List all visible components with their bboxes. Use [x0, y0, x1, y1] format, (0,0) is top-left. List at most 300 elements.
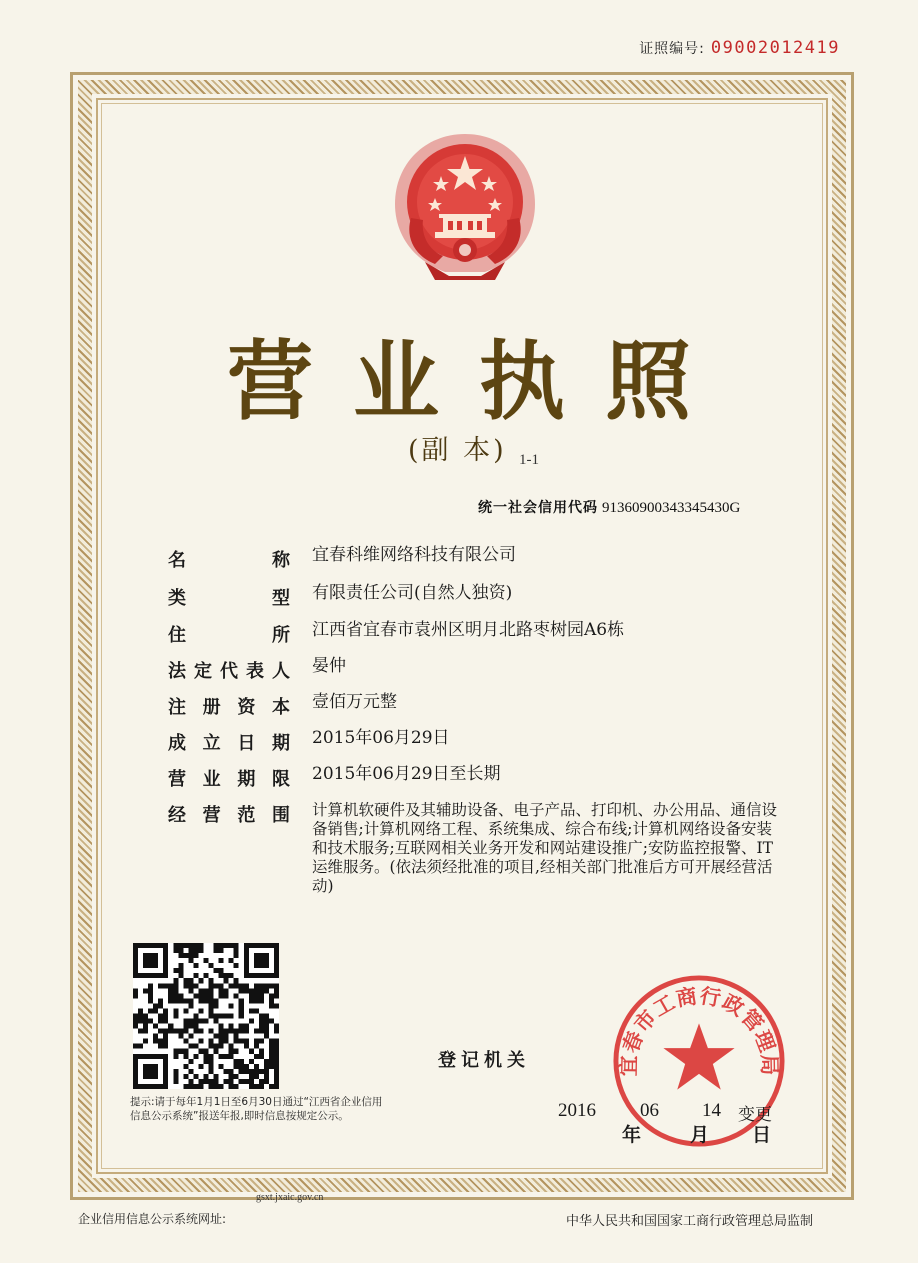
- month-unit: 月: [690, 1124, 710, 1146]
- qr-module: [183, 1019, 188, 1024]
- qr-module: [183, 1029, 188, 1034]
- qr-module: [163, 1079, 168, 1084]
- qr-module: [254, 1008, 259, 1013]
- qr-module: [234, 983, 239, 988]
- qr-module: [219, 1054, 224, 1059]
- qr-module: [173, 1054, 178, 1059]
- qr-module: [158, 998, 163, 1003]
- qr-module: [239, 998, 244, 1003]
- qr-module: [269, 993, 274, 998]
- qr-module: [214, 1013, 219, 1018]
- qr-module: [209, 993, 214, 998]
- qr-module: [173, 993, 178, 998]
- qr-module: [178, 1049, 183, 1054]
- qr-module: [264, 958, 269, 963]
- qr-module: [234, 1084, 239, 1089]
- qr-module: [229, 1054, 234, 1059]
- qr-module: [153, 1064, 158, 1069]
- qr-module: [209, 1084, 214, 1089]
- qr-module: [259, 1029, 264, 1034]
- qr-module: [239, 988, 244, 993]
- qr-module: [254, 1054, 259, 1059]
- qr-module: [193, 1013, 198, 1018]
- qr-module: [259, 1049, 264, 1054]
- qr-module: [163, 1044, 168, 1049]
- qr-module: [163, 1064, 168, 1069]
- qr-module: [254, 983, 259, 988]
- qr-module: [259, 1069, 264, 1074]
- qr-module: [168, 983, 173, 988]
- qr-module: [143, 953, 148, 958]
- qr-module: [229, 1084, 234, 1089]
- qr-module: [193, 993, 198, 998]
- qr-module: [254, 993, 259, 998]
- qr-module: [239, 1059, 244, 1064]
- qr-module: [229, 958, 234, 963]
- qr-module: [219, 993, 224, 998]
- qr-module: [153, 1008, 158, 1013]
- qr-module: [193, 1019, 198, 1024]
- qr-module: [244, 948, 249, 953]
- qr-module: [198, 1039, 203, 1044]
- qr-module: [168, 993, 173, 998]
- qr-module: [274, 1084, 279, 1089]
- qr-module: [188, 1044, 193, 1049]
- qr-module: [209, 983, 214, 988]
- qr-module: [249, 1074, 254, 1079]
- qr-module: [198, 943, 203, 948]
- qr-module: [229, 943, 234, 948]
- website-url: gsxt.jxaic.gov.cn: [256, 1192, 324, 1203]
- qr-module: [264, 983, 269, 988]
- qr-module: [183, 1049, 188, 1054]
- qr-module: [163, 1008, 168, 1013]
- field-value: 宜春科维网络科技有限公司: [312, 545, 516, 565]
- qr-module: [173, 1049, 178, 1054]
- qr-module: [133, 1019, 138, 1024]
- qr-module: [133, 1074, 138, 1079]
- qr-module: [244, 983, 249, 988]
- qr-module: [193, 1044, 198, 1049]
- qr-module: [234, 1074, 239, 1079]
- qr-module: [264, 1024, 269, 1029]
- qr-module: [269, 1044, 274, 1049]
- qr-module: [259, 1084, 264, 1089]
- qr-module: [244, 1069, 249, 1074]
- qr-module: [143, 1084, 148, 1089]
- qr-module: [269, 943, 274, 948]
- qr-module: [214, 1003, 219, 1008]
- qr-module: [198, 978, 203, 983]
- qr-module: [183, 943, 188, 948]
- qr-module: [209, 1013, 214, 1018]
- qr-module: [133, 968, 138, 973]
- qr-module: [209, 1039, 214, 1044]
- qr-module: [193, 983, 198, 988]
- qr-module: [178, 973, 183, 978]
- qr-module: [224, 943, 229, 948]
- qr-module: [143, 1029, 148, 1034]
- qr-module: [143, 943, 148, 948]
- qr-module: [133, 953, 138, 958]
- qr-module: [168, 998, 173, 1003]
- qr-module: [188, 988, 193, 993]
- qr-module: [193, 973, 198, 978]
- qr-module: [214, 1079, 219, 1084]
- qr-module: [254, 963, 259, 968]
- qr-module: [239, 1013, 244, 1018]
- qr-module: [183, 953, 188, 958]
- qr-module: [133, 1059, 138, 1064]
- qr-module: [229, 983, 234, 988]
- qr-module: [244, 1039, 249, 1044]
- qr-module: [244, 973, 249, 978]
- qr-module: [254, 973, 259, 978]
- qr-module: [138, 1019, 143, 1024]
- qr-module: [264, 1079, 269, 1084]
- qr-module: [229, 1003, 234, 1008]
- qr-module: [148, 1008, 153, 1013]
- qr-module: [214, 1084, 219, 1089]
- qr-module: [224, 1039, 229, 1044]
- qr-module: [259, 993, 264, 998]
- qr-module: [264, 1013, 269, 1018]
- qr-module: [269, 1049, 274, 1054]
- qr-module: [239, 1039, 244, 1044]
- qr-module: [269, 1054, 274, 1059]
- qr-module: [249, 1079, 254, 1084]
- qr-module: [188, 948, 193, 953]
- qr-module: [234, 1039, 239, 1044]
- qr-module: [143, 963, 148, 968]
- field-value: 有限责任公司(自然人独资): [312, 583, 513, 603]
- qr-module: [178, 998, 183, 1003]
- qr-module: [259, 1024, 264, 1029]
- qr-module: [219, 988, 224, 993]
- qr-module: [229, 1079, 234, 1084]
- qr-module: [259, 1039, 264, 1044]
- qr-module: [244, 1079, 249, 1084]
- qr-module: [229, 1074, 234, 1079]
- qr-module: [148, 983, 153, 988]
- qr-module: [163, 1019, 168, 1024]
- qr-module: [254, 943, 259, 948]
- qr-module: [183, 998, 188, 1003]
- qr-module: [274, 1029, 279, 1034]
- qr-module: [153, 1034, 158, 1039]
- qr-module: [163, 983, 168, 988]
- qr-module: [148, 1054, 153, 1059]
- qr-module: [188, 958, 193, 963]
- qr-module: [183, 1008, 188, 1013]
- qr-module: [153, 953, 158, 958]
- qr-module: [198, 1019, 203, 1024]
- qr-module: [178, 993, 183, 998]
- qr-module: [173, 998, 178, 1003]
- qr-module: [163, 943, 168, 948]
- qr-module: [234, 943, 239, 948]
- qr-module: [203, 998, 208, 1003]
- field-label: 法 定 代 表 人: [168, 661, 290, 682]
- qr-module: [193, 1029, 198, 1034]
- qr-module: [148, 953, 153, 958]
- qr-module: [239, 1029, 244, 1034]
- field-value: 晏仲: [312, 656, 346, 676]
- qr-module: [239, 1024, 244, 1029]
- qr-module: [198, 998, 203, 1003]
- qr-module: [203, 958, 208, 963]
- year-unit: 年: [622, 1124, 642, 1146]
- qr-module: [274, 1079, 279, 1084]
- qr-module: [178, 1034, 183, 1039]
- qr-module: [274, 948, 279, 953]
- qr-module: [264, 1034, 269, 1039]
- qr-module: [224, 988, 229, 993]
- qr-module: [274, 1024, 279, 1029]
- qr-module: [173, 1079, 178, 1084]
- qr-module: [143, 1024, 148, 1029]
- qr-module: [239, 1069, 244, 1074]
- qr-module: [259, 953, 264, 958]
- qr-module: [249, 998, 254, 1003]
- qr-module: [138, 1044, 143, 1049]
- qr-module: [264, 963, 269, 968]
- qr-module: [148, 973, 153, 978]
- qr-module: [143, 1019, 148, 1024]
- qr-module: [219, 968, 224, 973]
- copy-number: 1-1: [519, 452, 539, 468]
- qr-module: [193, 943, 198, 948]
- qr-module: [188, 1034, 193, 1039]
- qr-module: [188, 1003, 193, 1008]
- qr-module: [198, 1079, 203, 1084]
- qr-module: [259, 1013, 264, 1018]
- qr-module: [209, 1044, 214, 1049]
- qr-module: [269, 983, 274, 988]
- registration-authority: 登记机关: [438, 1050, 530, 1071]
- qr-module: [173, 1074, 178, 1079]
- qr-module: [269, 1019, 274, 1024]
- qr-module: [158, 1003, 163, 1008]
- qr-module: [133, 1024, 138, 1029]
- document-title: 营业执照: [227, 331, 731, 432]
- qr-module: [274, 993, 279, 998]
- qr-module: [153, 1069, 158, 1074]
- qr-module: [198, 1084, 203, 1089]
- qr-module: [148, 963, 153, 968]
- qr-module: [254, 988, 259, 993]
- qr-module: [173, 948, 178, 953]
- qr-module: [219, 958, 224, 963]
- qr-module: [133, 993, 138, 998]
- qr-module: [148, 993, 153, 998]
- qr-module: [153, 1003, 158, 1008]
- qr-module: [269, 1059, 274, 1064]
- qr-module: [198, 1029, 203, 1034]
- qr-module: [274, 1069, 279, 1074]
- qr-module: [153, 1084, 158, 1089]
- qr-module: [188, 1059, 193, 1064]
- qr-module: [274, 968, 279, 973]
- qr-module: [168, 1029, 173, 1034]
- qr-module: [133, 1084, 138, 1089]
- qr-module: [138, 1029, 143, 1034]
- qr-module: [133, 958, 138, 963]
- qr-module: [224, 1054, 229, 1059]
- qr-module: [163, 973, 168, 978]
- qr-module: [229, 1029, 234, 1034]
- qr-module: [158, 983, 163, 988]
- qr-module: [274, 1059, 279, 1064]
- qr-module: [274, 943, 279, 948]
- qr-module: [219, 948, 224, 953]
- qr-module: [188, 1019, 193, 1024]
- qr-module: [183, 1084, 188, 1089]
- qr-module: [193, 1084, 198, 1089]
- qr-module: [158, 943, 163, 948]
- qr-module: [209, 1064, 214, 1069]
- qr-module: [153, 963, 158, 968]
- qr-module: [254, 1084, 259, 1089]
- field-label: 注 册 资 本: [168, 697, 290, 718]
- document-subtitle: (副 本): [408, 435, 507, 466]
- qr-module: [244, 968, 249, 973]
- qr-module: [219, 1029, 224, 1034]
- qr-module: [203, 1049, 208, 1054]
- change-note: 变更: [738, 1105, 772, 1125]
- certificate-number: [639, 38, 840, 58]
- qr-module: [193, 1024, 198, 1029]
- field-label: 经 营 范 围: [168, 805, 290, 826]
- qr-module: [244, 1024, 249, 1029]
- qr-module: [173, 1013, 178, 1018]
- qr-module: [264, 943, 269, 948]
- qr-module: [163, 968, 168, 973]
- qr-module: [173, 988, 178, 993]
- qr-module: [249, 993, 254, 998]
- qr-module: [209, 1008, 214, 1013]
- certificate-number-label: 证照编号:: [639, 41, 705, 57]
- qr-module: [133, 1069, 138, 1074]
- qr-module: [143, 1039, 148, 1044]
- qr-module: [274, 963, 279, 968]
- qr-module: [143, 1074, 148, 1079]
- issue-year: 2016: [558, 1100, 596, 1121]
- qr-module: [274, 1039, 279, 1044]
- qr-module: [153, 1074, 158, 1079]
- qr-module: [148, 1074, 153, 1079]
- qr-module: [203, 988, 208, 993]
- qr-module: [173, 1029, 178, 1034]
- qr-module: [244, 1029, 249, 1034]
- qr-module: [148, 998, 153, 1003]
- qr-module: [193, 953, 198, 958]
- qr-module: [173, 943, 178, 948]
- qr-module: [234, 1049, 239, 1054]
- qr-module: [203, 1019, 208, 1024]
- annual-report-note: 提示:请于每年1月1日至6月30日通过“江西省企业信用信息公示系统”报送年报,即时信息按规定公示。: [130, 1096, 383, 1122]
- qr-module: [203, 1059, 208, 1064]
- qr-module: [183, 1064, 188, 1069]
- qr-module: [158, 1029, 163, 1034]
- qr-module: [133, 948, 138, 953]
- qr-module: [224, 1029, 229, 1034]
- qr-module: [143, 1013, 148, 1018]
- qr-module: [198, 1049, 203, 1054]
- qr-module: [143, 1064, 148, 1069]
- qr-module: [163, 948, 168, 953]
- qr-module: [163, 1013, 168, 1018]
- qr-module: [153, 973, 158, 978]
- qr-module: [249, 1059, 254, 1064]
- issue-month: 06: [640, 1100, 659, 1121]
- qr-module: [214, 1049, 219, 1054]
- uscc-value: 91360900343345430G: [602, 500, 741, 516]
- qr-module: [163, 1069, 168, 1074]
- qr-module: [198, 948, 203, 953]
- qr-module: [234, 993, 239, 998]
- qr-module: [133, 1044, 138, 1049]
- qr-module: [173, 978, 178, 983]
- qr-module: [264, 953, 269, 958]
- qr-module: [193, 963, 198, 968]
- qr-module: [209, 1059, 214, 1064]
- qr-module: [163, 1054, 168, 1059]
- qr-module: [209, 1069, 214, 1074]
- qr-module: [209, 1029, 214, 1034]
- qr-module: [209, 1003, 214, 1008]
- qr-module: [254, 1039, 259, 1044]
- qr-module: [274, 988, 279, 993]
- qr-module: [168, 1024, 173, 1029]
- qr-module: [224, 973, 229, 978]
- qr-module: [259, 1019, 264, 1024]
- qr-module: [173, 1008, 178, 1013]
- qr-module: [178, 943, 183, 948]
- qr-module: [158, 1044, 163, 1049]
- qr-module: [219, 973, 224, 978]
- qr-module: [148, 1064, 153, 1069]
- qr-module: [138, 1084, 143, 1089]
- qr-module: [244, 1044, 249, 1049]
- qr-module: [249, 943, 254, 948]
- qr-module: [229, 973, 234, 978]
- issue-day: 14: [702, 1100, 721, 1121]
- qr-module: [198, 993, 203, 998]
- qr-module: [249, 1019, 254, 1024]
- qr-module: [133, 1054, 138, 1059]
- qr-module: [249, 973, 254, 978]
- qr-module: [153, 1024, 158, 1029]
- qr-module: [234, 1034, 239, 1039]
- qr-module: [183, 1039, 188, 1044]
- qr-module: [219, 943, 224, 948]
- qr-module: [239, 1064, 244, 1069]
- qr-module: [234, 1059, 239, 1064]
- qr-module: [163, 1029, 168, 1034]
- qr-module: [239, 1003, 244, 1008]
- qr-module: [229, 1049, 234, 1054]
- qr-module: [224, 1079, 229, 1084]
- qr-module: [193, 948, 198, 953]
- qr-module: [264, 988, 269, 993]
- qr-module: [158, 1019, 163, 1024]
- qr-module: [133, 973, 138, 978]
- qr-module: [259, 988, 264, 993]
- qr-module: [158, 1084, 163, 1089]
- qr-module: [269, 1064, 274, 1069]
- qr-module: [269, 1039, 274, 1044]
